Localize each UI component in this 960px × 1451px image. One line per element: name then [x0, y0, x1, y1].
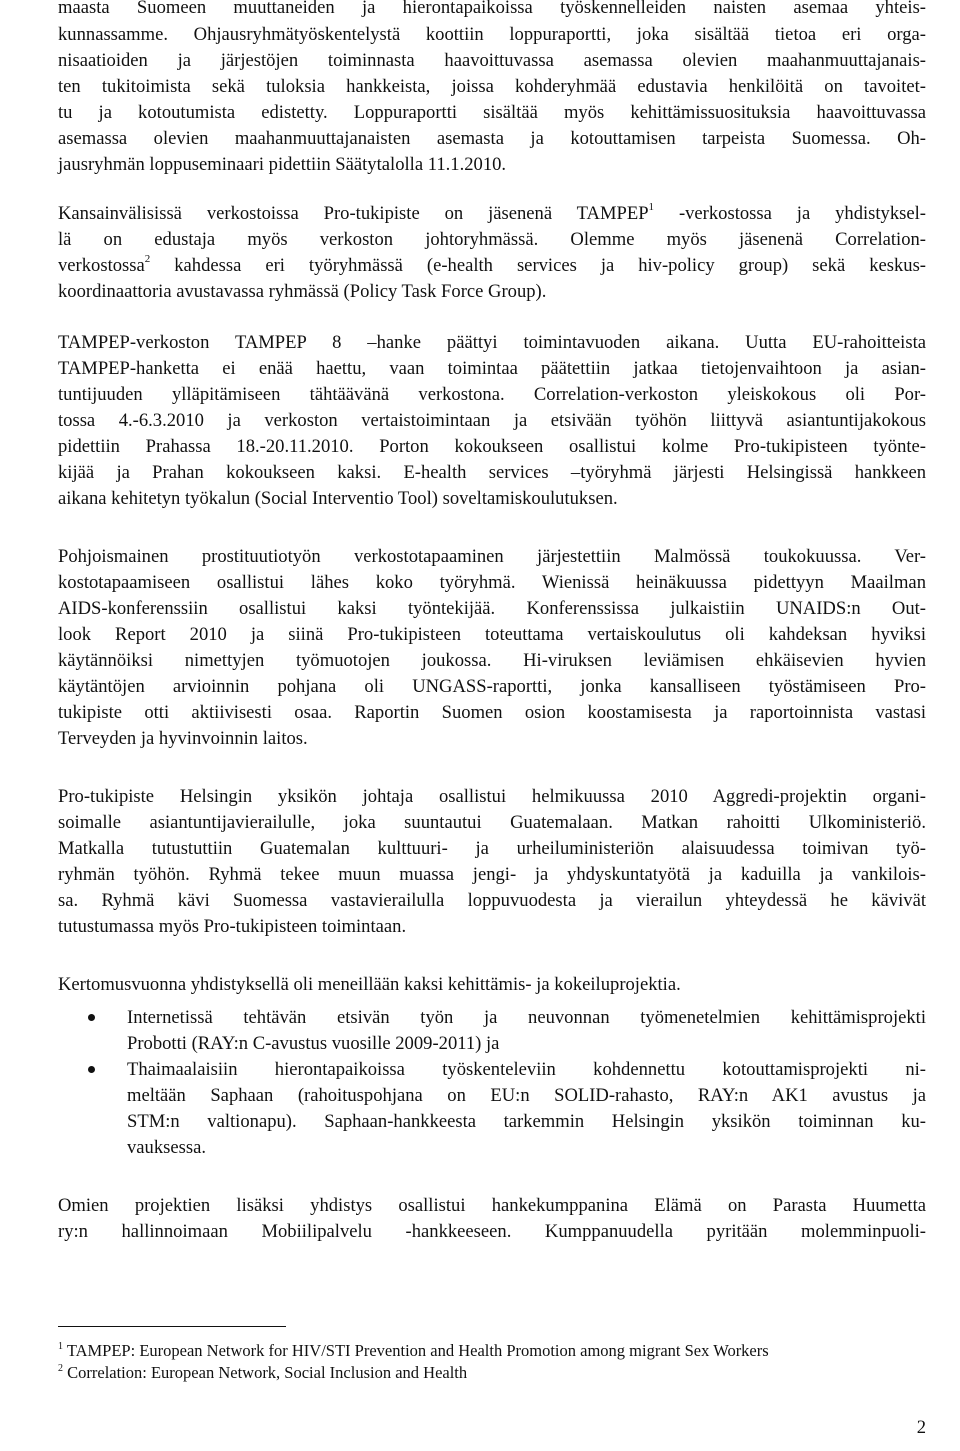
- text-line: aikana kehitetyn työkalun (Social Interventio Tool) soveltamiskoulutuksen.: [58, 488, 618, 509]
- text-line: maasta Suomeen muuttaneiden ja hierontapaikoissa työskennelleiden naisten asemaa yhteis-: [58, 0, 926, 18]
- text-line: pidettiin Prahassa 18.-20.11.2010. Porton kokoukseen osallistui kolme Pro-tukipisteen työnte-: [58, 436, 926, 457]
- text-line: Terveyden ja hyvinvoinnin laitos.: [58, 728, 308, 749]
- footnote-1: $^1$ TAMPEP: European Network for HIV/STI Prevention and Health Promotion among migrant Sex Workers: [58, 1340, 769, 1360]
- text-line: Internetissä tehtävän etsivän työn ja neuvonnan työmenetelmien kehittämisprojekti: [127, 1007, 926, 1028]
- text-line: kostotapaamiseen osallistui lähes koko työryhmä. Wienissä heinäkuussa pidettyyn Maailman: [58, 572, 926, 593]
- text-line: kijää ja Prahan kokoukseen kaksi. E-health services –työryhmä järjesti Helsingissä hankkeen: [58, 462, 926, 483]
- bullet-icon: [88, 1066, 95, 1073]
- footnote-separator: [58, 1326, 286, 1327]
- text-line: Probotti (RAY:n C-avustus vuosille 2009-2011) ja: [127, 1033, 500, 1054]
- text-line: ry:n hallinnoimaan Mobiilipalvelu -hankkeeseen. Kumppanuudella pyritään molemminpuoli-: [58, 1221, 926, 1242]
- text-line: tutustumassa myös Pro-tukipisteen toimintaan.: [58, 916, 407, 937]
- text-line: TAMPEP-hanketta ei enää haettu, vaan toimintaa päätettiin jatkaa tietojenvaihtoon ja asian-: [58, 358, 926, 379]
- text-line: tossa 4.-6.3.2010 ja verkoston vertaistoimintaan ja etsivään työhön liittyvä asiantuntijakokous: [58, 410, 926, 431]
- text-line: Matkalla tutustuttiin Guatemalan kulttuuri- ja urheiluministeriön alaisuudessa toimivan työ-: [58, 838, 926, 859]
- text-line: Kertomusvuonna yhdistyksellä oli meneillään kaksi kehittämis- ja kokeiluprojektia.: [58, 974, 681, 995]
- text-line: Kansainvälisissä verkostoissa Pro-tukipiste on jäsenenä TAMPEP$^1$ -verkostossa ja yhdistyksel-: [58, 200, 926, 224]
- bullet-icon: [88, 1014, 95, 1021]
- text-line: ten tukitoimista sekä tuloksia hankkeista, joissa kohderyhmää edustavia henkilöitä on tavoitet-: [58, 76, 926, 97]
- text-line: käytäntöjen arvioinnin pohjana oli UNGASS-raportti, jonka kansalliseen työstämiseen Pro-: [58, 676, 926, 697]
- text-line: käytännöiksi nimettyjen työmuotojen joukossa. Hi-viruksen leviämisen ehkäisevien hyvien: [58, 650, 926, 671]
- text-line: koordinaattoria avustavassa ryhmässä (Policy Task Force Group).: [58, 281, 547, 302]
- text-line: STM:n valtionapu). Saphaan-hankkeesta tarkemmin Helsingin yksikön toiminnan ku-: [127, 1111, 926, 1132]
- footnote-number: 1: [58, 1340, 63, 1352]
- text-line: AIDS-konferenssiin osallistui kaksi työntekijää. Konferenssissa julkaistiin UNAIDS:n Out-: [58, 598, 926, 619]
- footnote-ref-2: 2: [144, 252, 151, 265]
- footnote-2: $^2$ Correlation: European Network, Social Inclusion and Health: [58, 1362, 468, 1382]
- text-line: lä on edustaja myös verkoston johtoryhmässä. Olemme myös jäsenenä Correlation-: [58, 229, 926, 250]
- text-line: tukipiste otti aktiivisesti osaa. Raportin Suomen osion koostamisesta ja raportoinnista vastasi: [58, 702, 926, 723]
- text-line: verkostossa$^2$ kahdessa eri työryhmässä (e-health services ja hiv-policy group) sekä keskus-: [58, 252, 926, 276]
- text-line: jausryhmän loppuseminaari pidettiin Säätytalolla 11.1.2010.: [58, 154, 507, 175]
- text-line: Pro-tukipiste Helsingin yksikön johtaja osallistui helmikuussa 2010 Aggredi-projektin organi-: [58, 786, 926, 807]
- text-line: ryhmän työhön. Ryhmä tekee muun muassa jengi- ja yhdyskuntatyötä ja kaduilla ja vankilois-: [58, 864, 926, 885]
- text-line: Omien projektien lisäksi yhdistys osallistui hankekumppanina Elämä on Parasta Huumetta: [58, 1195, 926, 1216]
- text-line: Pohjoismainen prostituutiotyön verkostotapaaminen järjestettiin Malmössä toukokuussa. Ver-: [58, 546, 926, 567]
- text-line: nisaatioiden ja järjestöjen toiminnasta haavoittuvassa asemassa olevien maahanmuuttajanais-: [58, 50, 926, 71]
- text-line: sa. Ryhmä kävi Suomessa vastavierailulla loppuvuodesta ja vierailun yhteydessä he kävivät: [58, 890, 926, 911]
- text-line: TAMPEP-verkoston TAMPEP 8 –hanke päättyi toimintavuoden aikana. Uutta EU-rahoitteista: [58, 332, 926, 353]
- text-line: vauksessa.: [127, 1137, 207, 1158]
- page-number: 2: [916, 1417, 926, 1438]
- text-line: look Report 2010 ja siinä Pro-tukipisteen toteuttama vertaiskoulutus oli kahdeksan hyviksi: [58, 624, 926, 645]
- text-line: tu ja kotoutumista edistetty. Loppuraportti sisältää myös kehittämissuosituksia haavoittuvassa: [58, 102, 926, 123]
- text-line: Thaimaalaisiin hierontapaikoissa työskenteleviin kohdennettu kotouttamisprojekti ni-: [127, 1059, 926, 1080]
- footnote-number: 2: [58, 1362, 63, 1374]
- text-line: asemassa olevien maahanmuuttajanaisten asemasta ja kotouttamisen tarpeista Suomessa. Oh-: [58, 128, 926, 149]
- text-line: meltään Saphaan (rahoituspohjana on EU:n SOLID-rahasto, RAY:n AK1 avustus ja: [127, 1085, 926, 1106]
- text-line: tuntijuuden ylläpitämiseen tähtäävänä verkostona. Correlation-verkoston yleiskokous oli Por-: [58, 384, 926, 405]
- text-line: kunnassamme. Ohjausryhmätyöskentelystä koottiin loppuraportti, joka sisältää tietoa eri orga-: [58, 24, 926, 45]
- text-line: soimalle asiantuntijavierailulle, joka suuntautui Guatemalaan. Matkan rahoitti Ulkoministeriö.: [58, 812, 926, 833]
- footnote-ref-1: 1: [648, 200, 655, 213]
